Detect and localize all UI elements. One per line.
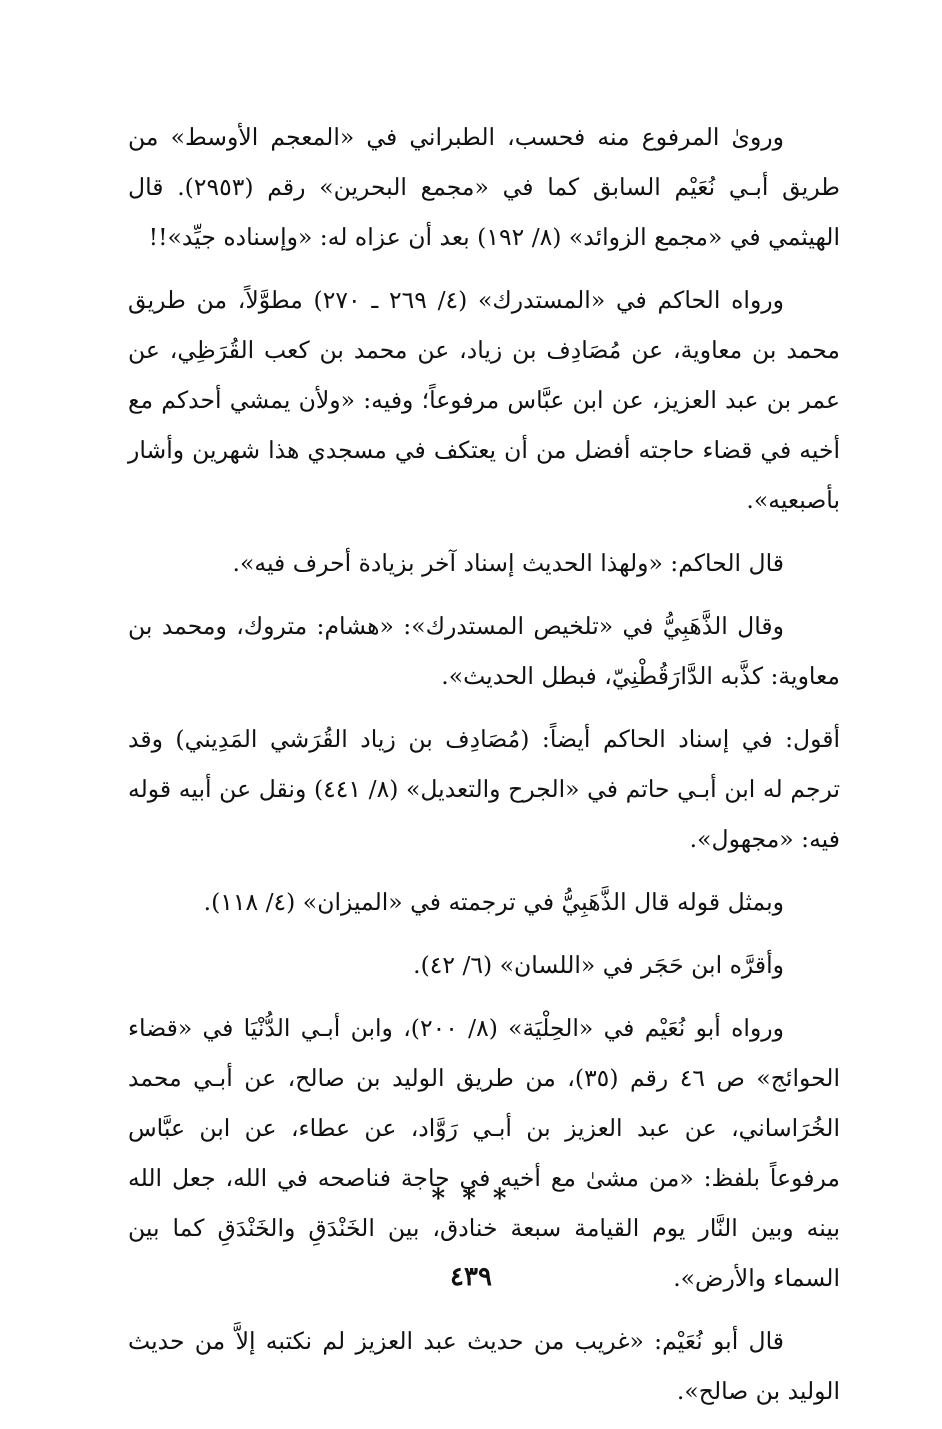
paragraph-abu-nuaym-quote: قال أبو نُعَيْم: «غريب من حديث عبد العزيز لم نكتبه إلاَّ من حديث الوليد بن صالح». [128, 1327, 840, 1405]
paragraph-dhahabi-mizan: وبمثل قوله قال الذَّهَبِيُّ في ترجمته في «الميزان» (٤/ ١١٨). [203, 888, 784, 916]
paragraph-tabarani: وروىٰ المرفوع منه فحسب، الطبراني في «المعجم الأوسط» من طريق أبـي نُعَيْم السابق كما في «مجمع البحرين» رقم (٢٩٥٣). قال الهيثمي في «مجمع الزوائد» (٨/ ١٩٢) بعد أن عزاه له: «وإسناده جيِّد»!! [128, 123, 840, 251]
paragraph-dhahabi-talkhis: وقال الذَّهَبِيُّ في «تلخيص المستدرك»: «هشام: متروك، ومحمد بن معاوية: كذَّبه الدَّارَقُطْنِيّ، فبطل الحديث». [128, 612, 840, 690]
paragraph-aqulu: أقول: في إسناد الحاكم أيضاً: (مُصَادِف بن زياد القُرَشي المَدِيني) وقد ترجم له ابن أبـي حاتم في «الجرح والتعديل» (٨/ ٤٤١) ونقل عن أبيه قوله فيه: «مجهول». [128, 725, 840, 853]
page-body [128, 112, 840, 1429]
paragraph-hakim-quote: قال الحاكم: «ولهذا الحديث إسناد آخر بزيادة أحرف فيه». [232, 549, 784, 577]
paragraph-hakim-mustadrak: ورواه الحاكم في «المستدرك» (٤/ ٢٦٩ ـ ٢٧٠) مطوَّلاً، من طريق محمد بن معاوية، عن مُصَادِف بن زياد، عن محمد بن كعب القُرَظِي، عن عمر بن عبد العزيز، عن ابن عبَّاس مرفوعاً؛ وفيه: «ولأن يمشي أحدكم مع أخيه في قضاء حاجته أفضل من أن يعتكف في مسجدي هذا شهرين وأشار بأصبعيه». [128, 286, 840, 514]
paragraph-ibn-hajar: وأقرَّه ابن حَجَر في «اللسان» (٦/ ٤٢). [413, 951, 784, 979]
section-separator: * * * [431, 1184, 511, 1214]
paragraph-abu-nuaym-hilya: ورواه أبو نُعَيْم في «الحِلْيَة» (٨/ ٢٠٠)، وابن أبـي الدُّنْيَا في «قضاء الحوائج» ص ٤٦ رقم (٣٥)، من طريق الوليد بن صالح، عن أبـي محمد الخُرَاساني، عن عبد العزيز بن أبـي رَوَّاد، عن عطاء، عن ابن عبَّاس مرفوعاً بلفظ: «من مشىٰ مع أخيه في حاجة فناصحه في الله، جعل الله بينه وبين النَّار يوم القيامة سبعة خنادق، بين الخَنْدَقِ والخَنْدَقِ كما بين السماء والأرض». [128, 1014, 840, 1292]
page-number: ٤٣٩ [450, 1262, 492, 1292]
